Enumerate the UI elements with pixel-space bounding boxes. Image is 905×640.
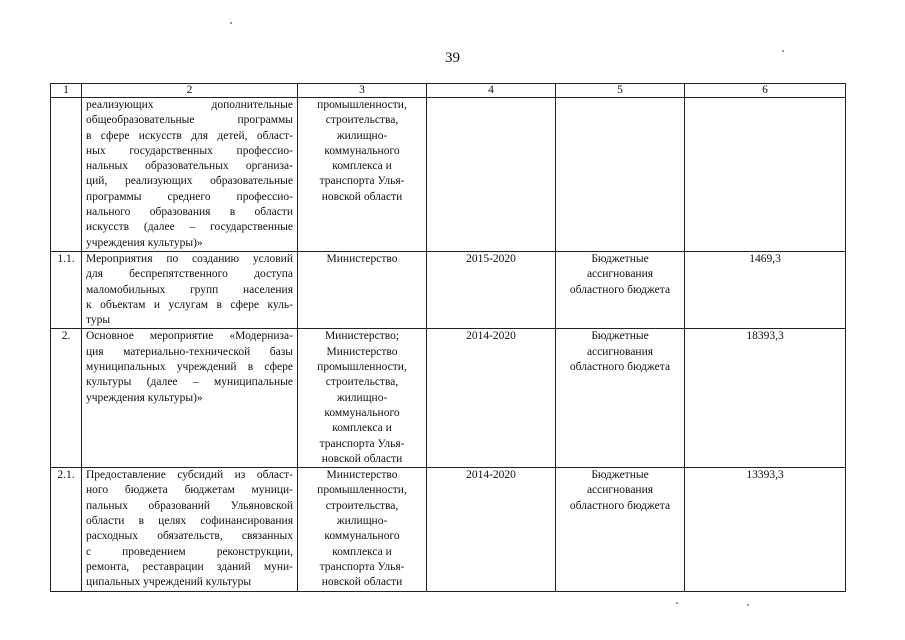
program-table (50, 83, 846, 592)
executor-line: коммунального (324, 530, 400, 543)
executor-line: комплекса и (332, 422, 392, 435)
funding-source-cell (556, 98, 685, 252)
funding-source-cell (556, 251, 685, 328)
description-line: ремонта, реставрации зданий муни- (86, 560, 293, 573)
executor-cell (298, 468, 427, 591)
row-number (51, 98, 82, 252)
description-line: с проведением реконструкции, (86, 545, 293, 558)
scan-speck (747, 604, 749, 606)
amount-cell: 18393,3 (685, 329, 846, 468)
executor-line: строительства, (325, 499, 399, 512)
description-line: в сфере искусств для детей, област- (86, 129, 293, 142)
executor-line: строительства, (325, 376, 399, 389)
executor-line: промышленности, (317, 361, 407, 374)
funding-source-cell (556, 329, 685, 468)
row-number: 2.1. (51, 468, 82, 591)
description-line: программы среднего профессио- (86, 190, 293, 203)
column-header: 2 (82, 84, 298, 98)
amount-cell (685, 98, 846, 252)
funding-source-line: областного бюджета (569, 499, 671, 512)
funding-source-line: областного бюджета (569, 361, 671, 374)
description-line: ципальных учреждений культуры (86, 576, 252, 589)
column-header: 6 (685, 84, 846, 98)
executor-line: жилищно- (336, 515, 388, 528)
amount-cell: 13393,3 (685, 468, 846, 591)
column-header: 4 (427, 84, 556, 98)
description-line: культуры (далее – муниципальные (86, 376, 293, 389)
funding-source-line: ассигнования (586, 345, 654, 358)
description-line: учреждения культуры)» (86, 391, 203, 404)
description-line: учреждения культуры)» (86, 236, 203, 249)
funding-source-line: Бюджетные (591, 330, 649, 343)
period-cell: 2015-2020 (427, 251, 556, 328)
description-line: нальных образовательных организа- (86, 160, 293, 173)
executor-line: Министерство (326, 252, 398, 265)
executor-line: Министерство (326, 469, 398, 482)
scan-speck (676, 602, 678, 604)
executor-line: Министерство; (324, 330, 400, 343)
scan-speck (230, 22, 232, 24)
period-cell: 2014-2020 (427, 468, 556, 591)
executor-cell (298, 98, 427, 252)
period-cell: 2014-2020 (427, 329, 556, 468)
funding-source-cell (556, 468, 685, 591)
executor-line: транспорта Улья- (319, 437, 405, 450)
description-line: Предоставление субсидий из област- (86, 469, 293, 482)
column-header: 3 (298, 84, 427, 98)
executor-line: транспорта Улья- (319, 560, 405, 573)
executor-line: коммунального (324, 406, 400, 419)
measure-description (82, 329, 298, 468)
executor-line: промышленности, (317, 99, 407, 111)
executor-line: Министерство (326, 345, 398, 358)
row-number: 2. (51, 329, 82, 468)
executor-line: транспорта Улья- (319, 175, 405, 188)
executor-line: комплекса и (332, 545, 392, 558)
description-line: нального образования в области (86, 206, 293, 219)
table-row (51, 329, 846, 468)
description-line: общеобразовательные программы (86, 114, 293, 127)
description-line: для беспрепятственного доступа (86, 268, 293, 281)
row-number: 1.1. (51, 251, 82, 328)
description-line: расходных обязательств, связанных (86, 530, 293, 543)
description-line: к объектам и услугам в сфере куль- (86, 298, 293, 311)
executor-line: строительства, (325, 114, 399, 127)
description-line: туры (86, 314, 111, 327)
funding-source-line: Бюджетные (591, 252, 649, 265)
description-line: искусств (далее – государственные (86, 221, 293, 234)
measure-description (82, 251, 298, 328)
measure-description (82, 98, 298, 252)
funding-source-line: Бюджетные (591, 469, 649, 482)
executor-line: жилищно- (336, 129, 388, 142)
executor-line: коммунального (324, 144, 400, 157)
executor-line: новской области (321, 576, 403, 589)
table-row (51, 98, 846, 252)
description-line: ция материально-технической базы (86, 345, 293, 358)
scan-speck (782, 50, 784, 52)
executor-line: жилищно- (336, 391, 388, 404)
column-header: 1 (51, 84, 82, 98)
table-row (51, 251, 846, 328)
funding-source-line: ассигнования (586, 484, 654, 497)
funding-source-line: областного бюджета (569, 283, 671, 296)
description-line: муниципальных учреждений в сфере (86, 361, 293, 374)
executor-line: новской области (321, 190, 403, 203)
table-row (51, 468, 846, 591)
description-line: ных государственных профессио- (86, 144, 293, 157)
header-row (51, 84, 846, 98)
description-line: маломобильных групп населения (86, 283, 293, 296)
description-line: Мероприятия по созданию условий (86, 252, 293, 265)
description-line: пальных образований Ульяновской (86, 499, 293, 512)
executor-line: новской области (321, 452, 403, 465)
description-line: реализующих дополнительные (86, 99, 293, 111)
funding-source-line: ассигнования (586, 268, 654, 281)
description-line: Основное мероприятие «Модерниза- (86, 330, 293, 343)
measure-description (82, 468, 298, 591)
executor-cell (298, 329, 427, 468)
column-header: 5 (556, 84, 685, 98)
executor-cell (298, 251, 427, 328)
description-line: ций, реализующих образовательные (86, 175, 293, 188)
executor-line: комплекса и (332, 160, 392, 173)
description-line: ного бюджета бюджетам муници- (86, 484, 293, 497)
period-cell (427, 98, 556, 252)
executor-line: промышленности, (317, 484, 407, 497)
description-line: области в целях софинансирования (86, 515, 293, 528)
amount-cell: 1469,3 (685, 251, 846, 328)
page-number: 39 (445, 50, 460, 66)
